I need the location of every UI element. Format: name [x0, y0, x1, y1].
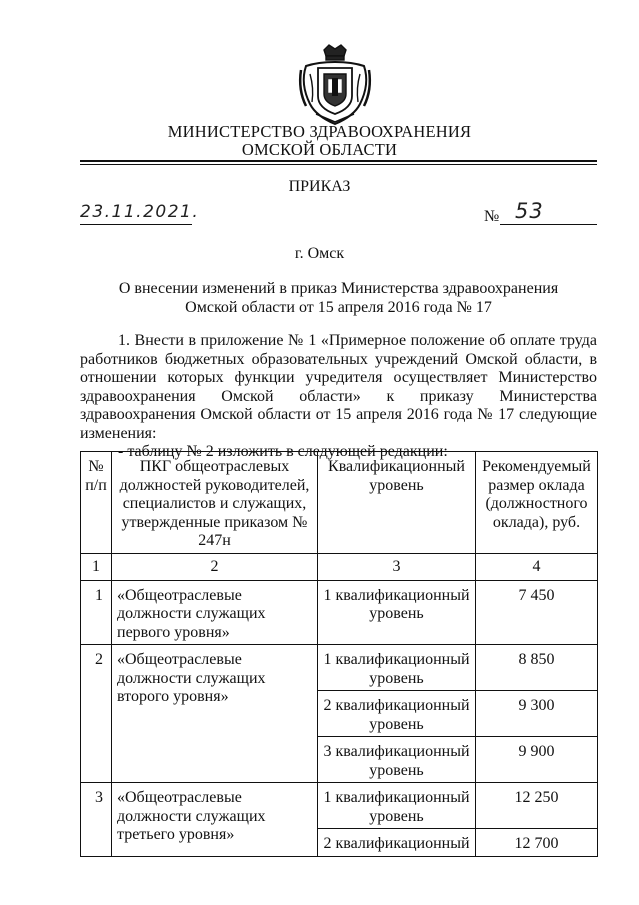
header-divider-thin	[80, 164, 597, 165]
date-underline	[80, 224, 192, 225]
order-number: 53	[515, 199, 544, 223]
header-no: № п/п	[81, 452, 112, 554]
city: г. Омск	[294, 245, 345, 262]
row-level: 1 квалификационный уровень	[318, 645, 476, 691]
colnum-4: 4	[476, 553, 598, 580]
ministry-name-line1: МИНИСТЕРСТВО ЗДРАВООХРАНЕНИЯ	[167, 122, 472, 141]
omsk-region-coat-of-arms-icon	[296, 44, 374, 126]
row-salary: 8 850	[476, 645, 598, 691]
table-column-numbers-row	[81, 553, 598, 580]
row-no: 3	[81, 783, 112, 857]
row-level: 1 квалификационный уровень	[318, 580, 476, 645]
row-salary: 9 300	[476, 691, 598, 737]
body-paragraph-2: - таблицу № 2 изложить в следующей редакции:	[118, 443, 448, 460]
row-salary: 7 450	[476, 580, 598, 645]
table-row	[81, 645, 598, 691]
colnum-3: 3	[318, 553, 476, 580]
body-paragraph-1: 1. Внести в приложение № 1 «Примерное положение об оплате труда работников бюджетных образовательных учреждений Омской области, в отношении которых функции учредителя осуществляет Министерство здравоохранения Омской области» к приказу Министерства здравоохранения Омской области от 15 апреля 2016 года № 17 следующие изменения:	[80, 332, 597, 442]
row-salary: 12 700	[476, 829, 598, 857]
table-row	[81, 783, 598, 829]
row-level: 2 квалификационный	[318, 829, 476, 857]
colnum-1: 1	[81, 553, 112, 580]
row-group-name: «Общеотраслевые должности служащих второго уровня»	[112, 645, 318, 783]
row-level: 2 квалификационный уровень	[318, 691, 476, 737]
row-group-name: «Общеотраслевые должности служащих третьего уровня»	[112, 783, 318, 857]
order-subject	[80, 280, 597, 317]
subject-line2: Омской области от 15 апреля 2016 года № 17	[185, 298, 492, 316]
salary-table	[80, 451, 598, 857]
row-salary: 9 900	[476, 737, 598, 783]
header-pkg: ПКГ общеотраслевых должностей руководителей, специалистов и служащих, утвержденные приказом № 247н	[112, 452, 318, 554]
row-level: 3 квалификационный уровень	[318, 737, 476, 783]
table-row	[81, 580, 598, 645]
row-no: 2	[81, 645, 112, 783]
order-number-sign: №	[484, 208, 500, 225]
order-date: 23.11.2021.	[80, 202, 200, 222]
row-no: 1	[81, 580, 112, 645]
header-salary: Рекомендуемый размер оклада (должностного оклада), руб.	[476, 452, 598, 554]
ministry-name-line2: ОМСКОЙ ОБЛАСТИ	[241, 140, 398, 159]
row-level: 1 квалификационный уровень	[318, 783, 476, 829]
number-underline	[500, 224, 597, 225]
row-group-name: «Общеотраслевые должности служащих первого уровня»	[112, 580, 318, 645]
order-title: ПРИКАЗ	[288, 178, 351, 195]
row-salary: 12 250	[476, 783, 598, 829]
header-level: Квалификационный уровень	[318, 452, 476, 554]
header-divider-thick	[80, 160, 597, 162]
colnum-2: 2	[112, 553, 318, 580]
table-header-row	[81, 452, 598, 554]
subject-line1: О внесении изменений в приказ Министерства здравоохранения	[118, 280, 559, 297]
order-body	[80, 332, 597, 462]
